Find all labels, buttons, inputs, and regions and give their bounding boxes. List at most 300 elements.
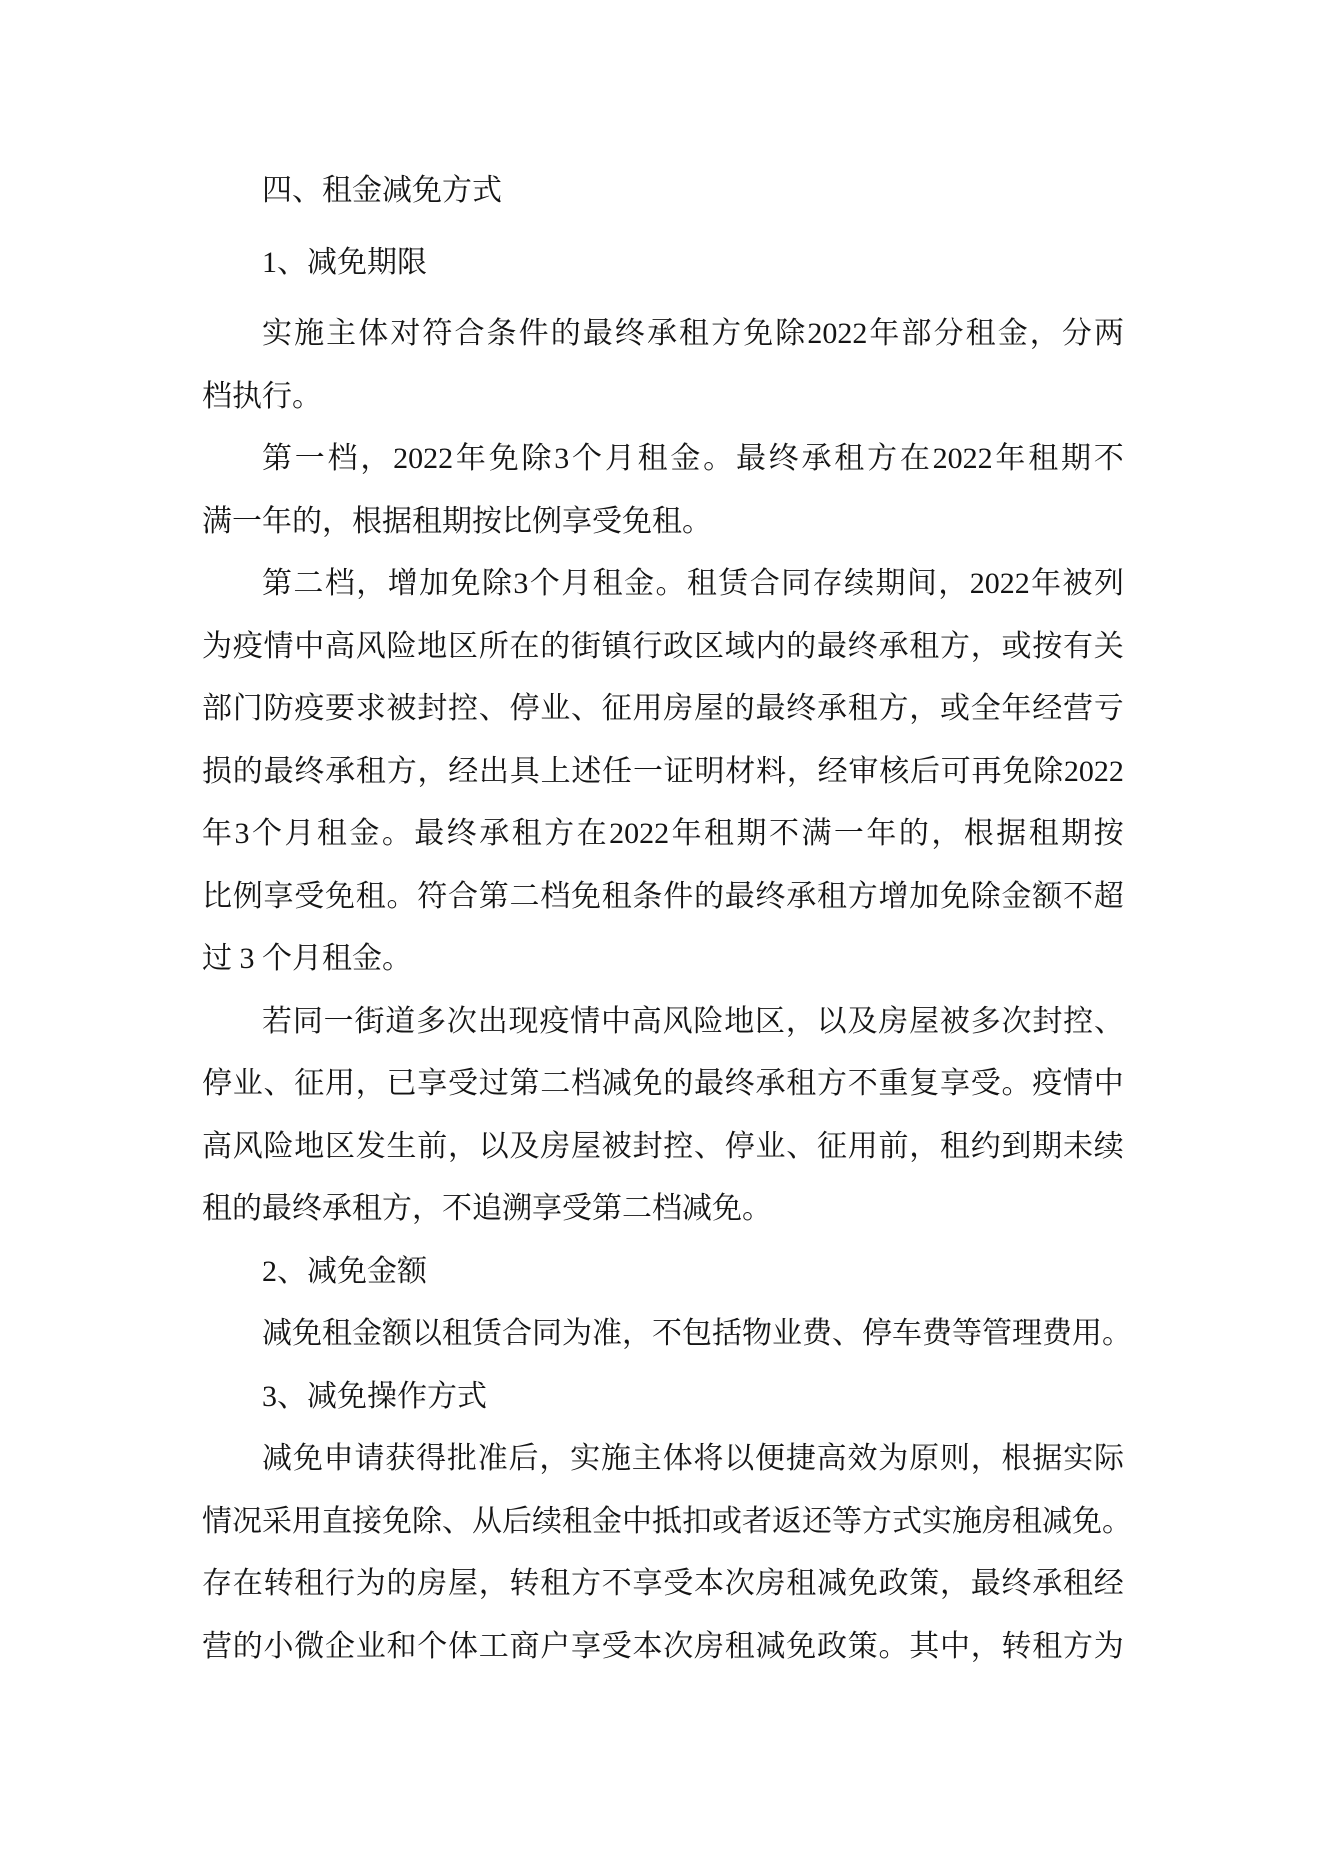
text-token: 房 bbox=[540, 1129, 571, 1163]
text-token: 述 bbox=[571, 754, 602, 788]
text-token: 用 bbox=[325, 1067, 355, 1100]
text-token: 为 bbox=[202, 629, 232, 663]
text-token: 件 bbox=[518, 317, 549, 350]
text-token: 方 bbox=[817, 1067, 847, 1100]
text-token: 疫 bbox=[232, 629, 263, 663]
text-token: 租 bbox=[686, 567, 717, 600]
text-token: 列 bbox=[1093, 567, 1124, 600]
text-token: 最 bbox=[755, 692, 786, 725]
text-token: 不 bbox=[847, 1067, 878, 1100]
text-token: 在 bbox=[576, 817, 607, 850]
text-token: ， bbox=[909, 1129, 940, 1163]
text-token: 前 bbox=[417, 1129, 448, 1163]
text-token: 控 bbox=[448, 692, 478, 725]
text-token: 2022 bbox=[393, 442, 454, 475]
text-token: 方 bbox=[386, 754, 417, 788]
text-token: 屋 bbox=[571, 1129, 601, 1163]
text-token: 未 bbox=[1063, 1129, 1093, 1163]
text-token: 个 bbox=[417, 1629, 448, 1663]
text-token: 施 bbox=[600, 1442, 631, 1475]
text-token: 比 bbox=[202, 879, 232, 913]
text-token: 多 bbox=[416, 1004, 447, 1038]
text-token: 最 bbox=[694, 1067, 724, 1100]
text-line bbox=[202, 866, 1124, 929]
text-token: ， bbox=[417, 754, 448, 788]
text-token: 到 bbox=[1001, 1129, 1032, 1163]
text-token: 方 bbox=[571, 1567, 601, 1600]
text-token: 。 bbox=[655, 567, 686, 600]
text-token: 3 bbox=[234, 817, 250, 850]
text-token: 的 bbox=[232, 754, 263, 788]
text-token: 2022 bbox=[609, 817, 670, 850]
text-token: 根 bbox=[963, 817, 994, 850]
text-token: 档 bbox=[324, 567, 355, 600]
text-token: 已 bbox=[386, 1067, 417, 1100]
text-token: 接 bbox=[352, 1504, 382, 1538]
text-token: 为 bbox=[878, 1442, 909, 1475]
text-token: 、 bbox=[1093, 1004, 1124, 1038]
text-token: 增 bbox=[878, 879, 909, 913]
text-token: ， bbox=[356, 567, 387, 600]
text-token: 免 bbox=[940, 879, 970, 913]
text-token: 转 bbox=[263, 1567, 294, 1600]
text-token: ， bbox=[786, 754, 817, 788]
text-token: 再 bbox=[971, 754, 1002, 788]
text-token: 。 bbox=[878, 1629, 909, 1663]
text-token: 区 bbox=[448, 629, 478, 663]
text-line bbox=[202, 1491, 1132, 1554]
text-token: 第 bbox=[262, 442, 292, 475]
text-token: 租 bbox=[592, 567, 623, 600]
text-token: 据 bbox=[1032, 1442, 1063, 1475]
text-token: 件 bbox=[663, 879, 694, 913]
text-token: 享 bbox=[571, 1629, 601, 1663]
text-token: 最 bbox=[724, 879, 755, 913]
text-token: 金 bbox=[592, 1504, 622, 1538]
text-token: 方 bbox=[711, 317, 742, 350]
text-token: 效 bbox=[847, 1442, 878, 1475]
text-token: 房 bbox=[694, 1629, 724, 1663]
text-token: 减 bbox=[1042, 1504, 1072, 1538]
text-token: 区 bbox=[694, 629, 724, 663]
text-token: 街 bbox=[571, 629, 601, 663]
text-token: 分 bbox=[933, 317, 964, 350]
text-token: 主 bbox=[631, 1442, 662, 1475]
text-token: 享 bbox=[417, 1067, 448, 1100]
text-token: 租 bbox=[847, 692, 878, 725]
text-token: 道 bbox=[385, 1004, 416, 1038]
text-token: 根 bbox=[1001, 1442, 1032, 1475]
text-token: 金 bbox=[352, 1317, 382, 1350]
text-token: ， bbox=[970, 1629, 1001, 1663]
text-token: 加 bbox=[419, 567, 450, 600]
text-token: 企 bbox=[325, 1629, 355, 1663]
text-token: 及 bbox=[509, 1129, 540, 1163]
text-token: 求 bbox=[355, 692, 386, 725]
text-token: 承 bbox=[786, 879, 817, 913]
text-token: 关 bbox=[1093, 629, 1124, 663]
text-token: 例 bbox=[232, 879, 263, 913]
text-token: 分 bbox=[1061, 317, 1092, 350]
text-token: 情 bbox=[202, 1504, 232, 1538]
text-token: 租 bbox=[1028, 442, 1059, 475]
text-token: 增 bbox=[387, 567, 418, 600]
text-token: 免 bbox=[847, 1567, 878, 1600]
text-token: 经 bbox=[1093, 1567, 1124, 1600]
text-token: 过 bbox=[478, 1067, 509, 1100]
text-token: 若 bbox=[262, 1004, 292, 1038]
text-token: 业 bbox=[772, 1317, 802, 1350]
text-token: 费 bbox=[922, 1317, 952, 1350]
text-token: 策 bbox=[909, 1567, 940, 1600]
text-token: 。 bbox=[1102, 1317, 1132, 1350]
text-token: 方 bbox=[940, 629, 970, 663]
text-token: ， bbox=[448, 1129, 478, 1163]
text-token: 受 bbox=[601, 1629, 632, 1663]
text-token: 抵 bbox=[652, 1504, 682, 1538]
text-token: 的 bbox=[694, 879, 724, 913]
text-token: 屋 bbox=[448, 1567, 478, 1600]
text-token: 工 bbox=[478, 1629, 509, 1663]
text-token: 本 bbox=[632, 1629, 663, 1663]
text-token: 承 bbox=[878, 629, 909, 663]
text-token: 具 bbox=[509, 754, 540, 788]
text-token: 方 bbox=[867, 442, 898, 475]
text-token: 明 bbox=[694, 754, 725, 788]
text-token: 括 bbox=[712, 1317, 742, 1350]
text-token: 以 bbox=[724, 1442, 755, 1475]
text-token: 部 bbox=[901, 317, 932, 350]
text-line bbox=[202, 1116, 1124, 1179]
text-line bbox=[202, 678, 1124, 741]
text-token: 、 bbox=[263, 1067, 294, 1100]
text-token: 实 bbox=[570, 1442, 601, 1475]
text-token: 不 bbox=[768, 817, 799, 850]
text-token: 承 bbox=[646, 317, 677, 350]
text-token: 租 bbox=[940, 1129, 970, 1163]
text-token: 屋 bbox=[909, 1004, 940, 1038]
text-token: 合 bbox=[502, 1317, 532, 1350]
text-token: 本 bbox=[694, 1567, 724, 1600]
text-token: 原 bbox=[909, 1442, 940, 1475]
text-token: 高 bbox=[631, 1004, 662, 1038]
text-line bbox=[202, 991, 1124, 1054]
text-token: 超 bbox=[1093, 879, 1124, 913]
text-line: 租的最终承租方，不追溯享受第二档减免。 bbox=[202, 1192, 772, 1225]
text-token: 控 bbox=[1063, 1004, 1094, 1038]
text-token: 金 bbox=[624, 567, 655, 600]
text-token: 后 bbox=[508, 1442, 539, 1475]
text-token: 按 bbox=[1093, 817, 1124, 850]
text-token: 赁 bbox=[472, 1317, 502, 1350]
text-token: 次 bbox=[724, 1567, 755, 1600]
text-token: 方 bbox=[847, 879, 878, 913]
text-token: 被 bbox=[386, 692, 417, 725]
text-token: 停 bbox=[862, 1317, 892, 1350]
text-token: 一 bbox=[632, 754, 663, 788]
text-token: 费 bbox=[802, 1317, 832, 1350]
text-token: ， bbox=[931, 817, 962, 850]
heading-line: 2、减免金额 bbox=[262, 1254, 427, 1288]
text-token: 租 bbox=[322, 1317, 352, 1350]
text-token: 。 bbox=[386, 879, 417, 913]
text-token: 或 bbox=[1001, 629, 1032, 663]
text-token: 、 bbox=[571, 692, 601, 725]
text-line bbox=[202, 303, 1124, 366]
text-token: 业 bbox=[755, 1129, 786, 1163]
text-token: 和 bbox=[386, 1629, 417, 1663]
text-token: 实 bbox=[262, 317, 292, 350]
text-token: 。 bbox=[1001, 1067, 1032, 1100]
text-token: 次 bbox=[446, 1004, 477, 1038]
text-token: 免 bbox=[786, 1629, 817, 1663]
text-token: 除 bbox=[481, 567, 512, 600]
text-token: 、 bbox=[832, 1317, 862, 1350]
text-token: 最 bbox=[414, 817, 445, 850]
text-token: 租 bbox=[834, 442, 865, 475]
text-token: 金 bbox=[349, 817, 380, 850]
text-token: 租 bbox=[316, 817, 347, 850]
text-token: 年 bbox=[671, 817, 702, 850]
text-token: 间 bbox=[906, 567, 937, 600]
text-token: 承 bbox=[1032, 1567, 1063, 1600]
heading-line: 四、租金减免方式 bbox=[262, 174, 502, 207]
text-token: 条 bbox=[486, 317, 517, 350]
text-token: 方 bbox=[544, 817, 575, 850]
text-token: 额 bbox=[382, 1317, 412, 1350]
text-token: 租 bbox=[909, 629, 940, 663]
text-token: 免 bbox=[743, 317, 774, 350]
text-line: 档执行。 bbox=[202, 379, 322, 413]
text-token: 一 bbox=[294, 442, 325, 475]
text-token: 享 bbox=[263, 879, 294, 913]
text-token: 微 bbox=[294, 1629, 325, 1663]
text-token: 商 bbox=[509, 1629, 540, 1663]
text-token: 防 bbox=[263, 692, 294, 725]
text-line bbox=[202, 616, 1124, 679]
text-token: 疫 bbox=[539, 1004, 570, 1038]
text-token: 个 bbox=[529, 567, 560, 600]
text-token: 政 bbox=[663, 629, 694, 663]
text-line bbox=[202, 1616, 1124, 1679]
text-line bbox=[202, 553, 1124, 616]
text-token: 被 bbox=[939, 1004, 970, 1038]
text-token: 转 bbox=[509, 1567, 540, 1600]
text-token: 房 bbox=[878, 1004, 909, 1038]
text-token: 除 bbox=[412, 1504, 442, 1538]
text-token: 以 bbox=[412, 1317, 442, 1350]
text-token: 免 bbox=[1072, 1504, 1102, 1538]
text-token: 两 bbox=[1093, 317, 1124, 350]
text-token: 材 bbox=[725, 754, 756, 788]
text-token: 情 bbox=[1063, 1067, 1093, 1100]
text-line: 满一年的，根据租期按比例享受免租。 bbox=[202, 504, 712, 538]
text-token: 准 bbox=[477, 1442, 508, 1475]
text-token: 际 bbox=[1093, 1442, 1124, 1475]
text-token: 多 bbox=[970, 1004, 1001, 1038]
text-token: ， bbox=[785, 1004, 816, 1038]
text-token: 终 bbox=[446, 817, 477, 850]
text-token: 封 bbox=[417, 692, 448, 725]
text-token: 2022 bbox=[932, 442, 993, 475]
text-token: 施 bbox=[952, 1504, 982, 1538]
text-token: 以 bbox=[816, 1004, 847, 1038]
text-token: 终 bbox=[847, 629, 878, 663]
text-token: 控 bbox=[663, 1129, 694, 1163]
text-token: 要 bbox=[325, 692, 355, 725]
text-token: 第 bbox=[262, 567, 292, 600]
text-token: 业 bbox=[232, 1067, 263, 1100]
text-token: 终 bbox=[614, 317, 645, 350]
text-token: ， bbox=[360, 442, 391, 475]
text-token: 复 bbox=[909, 1067, 940, 1100]
text-token: 审 bbox=[848, 754, 879, 788]
text-token: 的 bbox=[386, 1567, 417, 1600]
text-token: 租 bbox=[637, 442, 668, 475]
text-token: 前 bbox=[878, 1129, 909, 1163]
text-token: 核 bbox=[879, 754, 910, 788]
text-token: 承 bbox=[817, 692, 847, 725]
text-token: 年 bbox=[995, 442, 1026, 475]
text-token: 额 bbox=[1032, 879, 1063, 913]
heading-line: 1、减免期限 bbox=[262, 245, 427, 279]
text-token: 转 bbox=[1001, 1629, 1032, 1663]
text-token: 不 bbox=[601, 1567, 632, 1600]
text-token: 用 bbox=[1072, 1317, 1102, 1350]
text-token: 中 bbox=[1093, 1067, 1124, 1100]
text-token: 疫 bbox=[1032, 1067, 1063, 1100]
text-token: 免 bbox=[632, 1067, 663, 1100]
text-token: 政 bbox=[817, 1629, 847, 1663]
text-token: 年 bbox=[866, 817, 897, 850]
text-token: 上 bbox=[540, 754, 571, 788]
text-token: 承 bbox=[325, 754, 356, 788]
text-token: 物 bbox=[742, 1317, 772, 1350]
text-token: 、 bbox=[786, 1129, 817, 1163]
text-token: 房 bbox=[982, 1504, 1012, 1538]
text-token: 策 bbox=[847, 1629, 878, 1663]
text-token: 后 bbox=[502, 1504, 532, 1538]
text-token: 的 bbox=[550, 317, 581, 350]
text-token: 房 bbox=[663, 692, 694, 725]
text-token: 封 bbox=[632, 1129, 663, 1163]
text-token: 免 bbox=[488, 442, 519, 475]
text-token: 现 bbox=[508, 1004, 539, 1038]
text-token: 免 bbox=[292, 1317, 322, 1350]
text-token: 终 bbox=[294, 754, 325, 788]
text-token: 风 bbox=[662, 1004, 693, 1038]
text-token: 地 bbox=[724, 1004, 755, 1038]
text-token: 体 bbox=[662, 1442, 693, 1475]
text-token: 用 bbox=[632, 692, 663, 725]
text-token: 免 bbox=[382, 1504, 412, 1538]
text-token: 经 bbox=[448, 754, 479, 788]
text-token: 营 bbox=[1063, 692, 1093, 725]
text-token: 受 bbox=[663, 1567, 694, 1600]
text-token: 终 bbox=[724, 1067, 755, 1100]
text-token: 租 bbox=[511, 817, 542, 850]
text-token: 管 bbox=[982, 1317, 1012, 1350]
text-token: 月 bbox=[561, 567, 592, 600]
text-token: 不 bbox=[1063, 879, 1093, 913]
text-token: 免 bbox=[292, 1442, 323, 1475]
text-token: 赁 bbox=[718, 567, 749, 600]
text-token: 2022 bbox=[969, 567, 1030, 600]
text-token: 房 bbox=[755, 1567, 786, 1600]
text-token: 停 bbox=[202, 1067, 232, 1100]
text-token: 租 bbox=[965, 317, 996, 350]
text-token: 减 bbox=[262, 1442, 292, 1475]
text-token: 承 bbox=[801, 442, 832, 475]
text-token: 高 bbox=[202, 1129, 232, 1163]
text-token: 约 bbox=[970, 1129, 1001, 1163]
text-token: 终 bbox=[755, 879, 786, 913]
text-token: 档 bbox=[571, 1067, 601, 1100]
text-token: 期 bbox=[1060, 442, 1091, 475]
text-token: 享 bbox=[632, 1567, 663, 1600]
text-token: 经 bbox=[817, 754, 848, 788]
text-token: 租 bbox=[704, 817, 735, 850]
text-token: 高 bbox=[325, 629, 355, 663]
text-token: 合 bbox=[749, 567, 780, 600]
text-token: 准 bbox=[592, 1317, 622, 1350]
text-token: 停 bbox=[509, 692, 540, 725]
text-token: 返 bbox=[772, 1504, 802, 1538]
text-token: 获 bbox=[385, 1442, 416, 1475]
text-token: 的 bbox=[898, 817, 929, 850]
text-token: 行 bbox=[632, 629, 663, 663]
text-token: 期 bbox=[736, 817, 767, 850]
text-token: 租 bbox=[724, 1629, 755, 1663]
text-token: 续 bbox=[844, 567, 875, 600]
text-token: 、 bbox=[442, 1504, 472, 1538]
text-token: ， bbox=[1029, 317, 1060, 350]
text-token: 料 bbox=[756, 754, 787, 788]
text-token: 终 bbox=[786, 692, 817, 725]
text-token: 情 bbox=[263, 629, 294, 663]
text-token: 门 bbox=[232, 692, 263, 725]
text-token: 小 bbox=[263, 1629, 294, 1663]
document-body bbox=[202, 160, 1132, 1678]
text-token: 。 bbox=[703, 442, 734, 475]
text-token: 3 bbox=[513, 567, 529, 600]
text-token: ， bbox=[940, 1567, 970, 1600]
text-token: 同 bbox=[781, 567, 812, 600]
text-token: 最 bbox=[735, 442, 766, 475]
text-token: 情 bbox=[570, 1004, 601, 1038]
text-token: 实 bbox=[1063, 1442, 1094, 1475]
text-token: ， bbox=[938, 567, 969, 600]
text-token: 全 bbox=[970, 692, 1001, 725]
text-token: 用 bbox=[847, 1129, 878, 1163]
text-token: ， bbox=[622, 1317, 652, 1350]
text-token: 租 bbox=[1063, 1567, 1093, 1600]
text-token: 高 bbox=[816, 1442, 847, 1475]
text-token: 况 bbox=[232, 1504, 262, 1538]
text-token: 可 bbox=[940, 754, 971, 788]
text-token: 租 bbox=[786, 1567, 817, 1600]
text-token: 承 bbox=[479, 817, 510, 850]
text-token: 出 bbox=[479, 754, 510, 788]
text-token: 的 bbox=[663, 1067, 694, 1100]
text-token: 享 bbox=[940, 1067, 970, 1100]
text-token: 理 bbox=[1012, 1317, 1042, 1350]
text-token: 期 bbox=[875, 567, 906, 600]
text-token: 为 bbox=[355, 1567, 386, 1600]
text-token: 还 bbox=[802, 1504, 832, 1538]
text-token: 捷 bbox=[785, 1442, 816, 1475]
text-token: 存 bbox=[202, 1567, 232, 1600]
